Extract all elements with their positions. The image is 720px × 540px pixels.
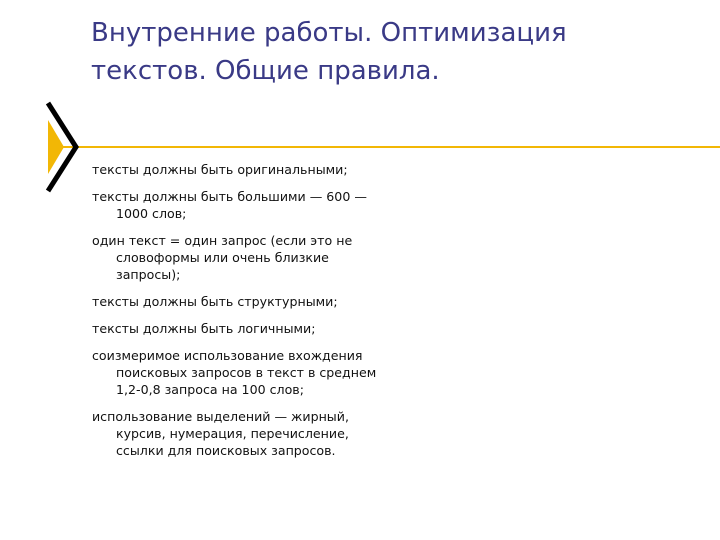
slide-title-line-1: Внутренние работы. Оптимизация	[91, 18, 567, 48]
list-item: тексты должны быть структурными;	[92, 294, 338, 309]
list-item: использование выделений — жирный, курсив, нумерация, перечисление, ссылки для поисковых запросов.	[92, 409, 349, 458]
list-item: тексты должны быть оригинальными;	[92, 162, 348, 177]
list-item: тексты должны быть большими — 600 — 1000 слов;	[92, 189, 367, 221]
list-item: соизмеримое использование вхождения поисковых запросов в текст в среднем 1,2-0,8 запроса на 100 слов;	[92, 348, 377, 397]
list-item: один текст = один запрос (если это не словоформы или очень близкие запросы);	[92, 233, 353, 282]
bullet-list	[92, 161, 392, 469]
slide-title-line-2: текстов. Общие правила.	[91, 56, 440, 86]
list-item: тексты должны быть логичными;	[92, 321, 316, 336]
